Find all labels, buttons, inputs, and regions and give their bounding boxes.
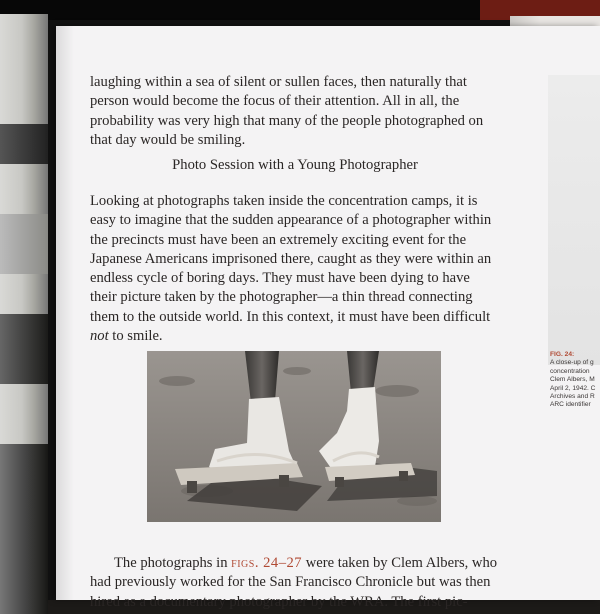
caption-line: Clem Albers, M [550,376,595,384]
photo-shadow [0,314,48,384]
book-page [56,26,600,610]
caption-label: FIG. 24: [550,351,575,358]
caption-line: Archives and R [550,393,595,401]
left-geta-tooth [187,481,197,493]
emphasis-not: not [90,328,109,345]
paragraph-1: laughing within a sea of silent or sullen faces, then naturally that person would become the focus of their attention. All in all, the probability was very high that many of the people photographed on that day would be smiling. [90,74,484,148]
paragraph-2-text: Looking at photographs taken inside the concentration camps, it is easy to imagine that the sudden appearance of a photographer within the precincts must have been an extremely exciting event for the Japanese Americans imprisoned there, caught as they were within an endless cycle of boring days. They must have been dying to have their picture taken by the photographer—a thin thread connecting them to the outside world. In this context, it must have been difficult [90,193,492,325]
gutter-shadow [56,26,74,600]
figure-photo-feet-in-geta [147,351,441,522]
underlying-photo-page [0,14,48,600]
right-geta-tooth [335,477,344,487]
caption-line: ARC identifier [550,401,591,409]
photo-shadow [0,444,48,614]
figure-reference: figs. 24–27 [231,555,303,571]
paragraph-2-end: to smile. [108,328,163,345]
caption-line: A close-up of g [550,359,594,367]
paragraph-2 [90,192,500,346]
section-heading: Photo Session with a Young Photographer [172,157,418,173]
left-leg [245,351,279,403]
left-geta-tooth [279,475,289,487]
paragraph-3-text: The photographs in [114,555,232,571]
paragraph-3 [90,554,500,612]
caption-line: April 2, 1942. C [550,384,596,392]
photo-highlight [0,214,48,274]
caption-line: concentration [550,367,590,375]
figure-caption [550,351,600,410]
feet-photo-illustration [147,351,441,522]
photo-shadow [0,124,48,164]
paragraph-3-end: were taken by Clem Albers, who had previously worked for the San Francisco Chronicle but was then hired as a documentary photographer by the WRA. The first pic- [90,555,498,610]
right-geta-tooth [399,471,408,481]
side-photo [548,75,600,365]
